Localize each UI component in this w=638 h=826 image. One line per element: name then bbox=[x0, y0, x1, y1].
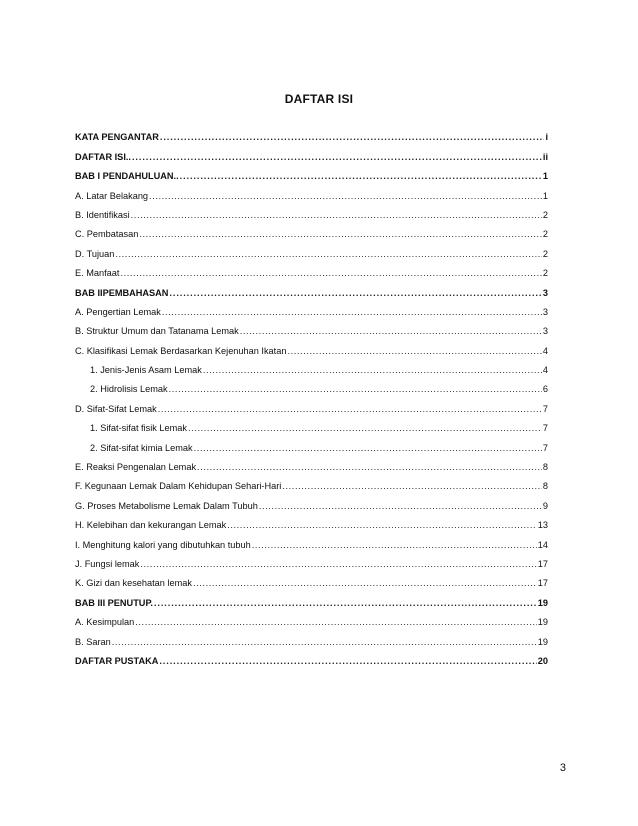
toc-entry-label: 1. Jenis-Jenis Asam Lemak bbox=[90, 365, 202, 376]
toc-entry-page: 7 bbox=[542, 403, 548, 414]
toc-entry bbox=[75, 318, 548, 337]
toc-entry bbox=[75, 221, 548, 240]
toc-entry-page: 19 bbox=[537, 617, 548, 628]
toc-entry-label: B. Identifikasi bbox=[75, 209, 130, 220]
toc-entry bbox=[75, 609, 548, 628]
toc-entry-page: 7 bbox=[542, 423, 548, 434]
toc-entry-page: 17 bbox=[537, 578, 548, 589]
toc-entry-page: i bbox=[545, 132, 548, 143]
toc-entry-page: 6 bbox=[542, 384, 548, 395]
toc-dot-leader bbox=[188, 423, 542, 434]
toc-dot-leader bbox=[140, 559, 536, 570]
toc-entry-label: K. Gizi dan kesehatan lemak bbox=[75, 578, 192, 589]
toc-entry-label: BAB IIPEMBAHASAN bbox=[75, 287, 169, 298]
toc-entry-page: 17 bbox=[537, 558, 548, 569]
toc-dot-leader bbox=[162, 307, 542, 318]
toc-entry bbox=[75, 143, 548, 162]
toc-entry bbox=[75, 299, 548, 318]
toc-entry bbox=[75, 337, 548, 356]
toc-entry bbox=[75, 376, 548, 395]
toc-entry bbox=[75, 124, 548, 143]
toc-entry-page: 13 bbox=[537, 520, 548, 531]
toc-entry-page: 8 bbox=[542, 462, 548, 473]
toc-entry bbox=[75, 182, 548, 201]
toc-entry-label: DAFTAR ISI.. bbox=[75, 151, 131, 162]
toc-entry-label: B. Saran bbox=[75, 636, 111, 647]
toc-entry-page: 4 bbox=[542, 365, 548, 376]
toc-entry-page: 19 bbox=[537, 636, 548, 647]
toc-entry-page: 3 bbox=[542, 326, 548, 337]
toc-entry bbox=[75, 202, 548, 221]
toc-entry bbox=[75, 492, 548, 511]
toc-entry-label: G. Proses Metabolisme Lemak Dalam Tubuh bbox=[75, 500, 258, 511]
toc-entry-label: D. Tujuan bbox=[75, 248, 115, 259]
toc-entry-label: B. Struktur Umum dan Tatanama Lemak bbox=[75, 326, 239, 337]
toc-entry-label: A. Latar Belakang bbox=[75, 190, 149, 201]
toc-entry-page: ii bbox=[542, 151, 548, 162]
toc-entry-label: DAFTAR PUSTAKA bbox=[75, 655, 159, 666]
toc-entry-page: 8 bbox=[542, 481, 548, 492]
toc-entry-page: 3 bbox=[542, 306, 548, 317]
toc-dot-leader bbox=[149, 191, 542, 202]
toc-dot-leader bbox=[282, 481, 542, 492]
toc-entry bbox=[75, 434, 548, 453]
toc-entry bbox=[75, 648, 548, 667]
toc-dot-leader bbox=[194, 443, 542, 454]
toc-entry bbox=[75, 357, 548, 376]
toc-entry-page: 14 bbox=[537, 539, 548, 550]
toc-dot-leader bbox=[227, 520, 537, 531]
toc-entry-page: 2 bbox=[542, 268, 548, 279]
toc-entry bbox=[75, 570, 548, 589]
toc-entry bbox=[75, 454, 548, 473]
toc-entry bbox=[75, 473, 548, 492]
toc-entry bbox=[75, 240, 548, 259]
toc-entry-page: 2 bbox=[542, 209, 548, 220]
toc-entry-label: KATA PENGANTAR bbox=[75, 132, 159, 143]
toc-entry-page: 9 bbox=[542, 500, 548, 511]
toc-dot-leader bbox=[287, 346, 541, 357]
toc-entry-page: 7 bbox=[542, 442, 548, 453]
toc-entry-label: I. Menghitung kalori yang dibutuhkan tubuh bbox=[75, 539, 251, 550]
toc-entry bbox=[75, 628, 548, 647]
toc-dot-leader bbox=[154, 598, 537, 609]
toc-entry-label: A. Kesimpulan bbox=[75, 617, 135, 628]
toc-dot-leader bbox=[180, 171, 542, 182]
toc-dot-leader bbox=[131, 210, 542, 221]
toc-entry-page: 1 bbox=[542, 190, 548, 201]
toc-entry-page: 2 bbox=[542, 229, 548, 240]
toc-entry bbox=[75, 415, 548, 434]
toc-entry-label: 2. Sifat-sifat kimia Lemak bbox=[90, 442, 193, 453]
toc-entry-page: 3 bbox=[542, 287, 548, 298]
toc-entry bbox=[75, 279, 548, 298]
toc-entry-page: 20 bbox=[537, 655, 548, 666]
page-number: 3 bbox=[559, 762, 566, 774]
toc-entry-label: H. Kelebihan dan kekurangan Lemak bbox=[75, 520, 227, 531]
toc-dot-leader bbox=[169, 384, 542, 395]
toc-entry bbox=[75, 395, 548, 414]
toc-entry-label: BAB III PENUTUP. bbox=[75, 597, 153, 608]
toc-dot-leader bbox=[160, 132, 545, 143]
page-title: DAFTAR ISI bbox=[284, 92, 354, 106]
toc-entry-label: C. Pembatasan bbox=[75, 229, 139, 240]
toc-entry-label: D. Sifat-Sifat Lemak bbox=[75, 403, 157, 414]
toc-dot-leader bbox=[112, 637, 537, 648]
toc-dot-leader bbox=[252, 540, 537, 551]
toc-dot-leader bbox=[139, 229, 542, 240]
toc-entry-page: 2 bbox=[542, 248, 548, 259]
toc-entry bbox=[75, 551, 548, 570]
toc-entry bbox=[75, 512, 548, 531]
toc-entry-label: C. Klasifikasi Lemak Berdasarkan Kejenuhan Ikatan bbox=[75, 345, 287, 356]
toc-dot-leader bbox=[203, 365, 542, 376]
toc-entry-label: E. Manfaat bbox=[75, 268, 120, 279]
toc-entry-label: F. Kegunaan Lemak Dalam Kehidupan Sehari-Hari bbox=[75, 481, 282, 492]
toc-dot-leader bbox=[132, 152, 542, 163]
toc-entry bbox=[75, 163, 548, 182]
toc-entry bbox=[75, 589, 548, 608]
toc-dot-leader bbox=[259, 501, 542, 512]
toc-entry-label: BAB I PENDAHULUAN.. bbox=[75, 171, 179, 182]
toc-entry-page: 1 bbox=[542, 171, 548, 182]
toc-entry-label: 1. Sifat-sifat fisik Lemak bbox=[90, 423, 188, 434]
toc-entry-page: 19 bbox=[537, 597, 548, 608]
toc-dot-leader bbox=[115, 249, 542, 260]
toc-entry-label: A. Pengertian Lemak bbox=[75, 306, 161, 317]
toc-entry-page: 4 bbox=[542, 345, 548, 356]
toc-dot-leader bbox=[158, 404, 542, 415]
table-of-contents bbox=[75, 124, 548, 667]
toc-entry-label: 2. Hidrolisis Lemak bbox=[90, 384, 168, 395]
toc-dot-leader bbox=[159, 656, 536, 667]
toc-entry bbox=[75, 260, 548, 279]
toc-dot-leader bbox=[193, 578, 537, 589]
toc-entry bbox=[75, 531, 548, 550]
toc-dot-leader bbox=[197, 462, 542, 473]
toc-dot-leader bbox=[240, 326, 542, 337]
toc-entry-label: E. Reaksi Pengenalan Lemak bbox=[75, 462, 197, 473]
toc-entry-label: J. Fungsi lemak bbox=[75, 558, 140, 569]
toc-dot-leader bbox=[120, 268, 541, 279]
toc-dot-leader bbox=[169, 288, 541, 299]
toc-dot-leader bbox=[135, 617, 537, 628]
